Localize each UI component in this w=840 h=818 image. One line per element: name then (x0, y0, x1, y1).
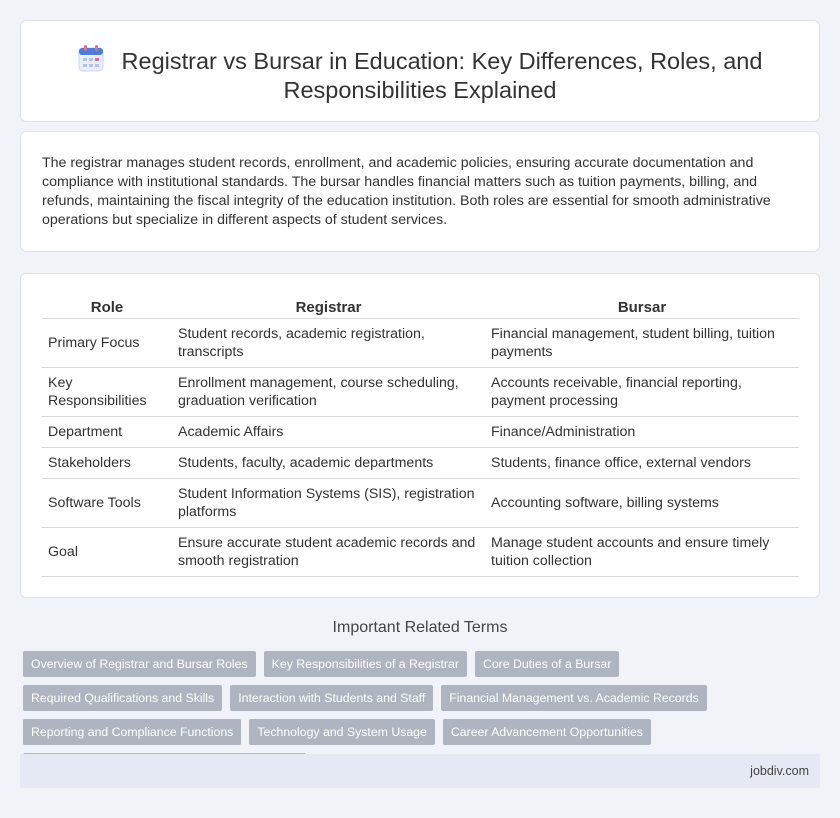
comparison-table-card (20, 273, 820, 598)
table-header-row (42, 294, 799, 319)
header-role: Role (42, 294, 172, 319)
cell-bursar: Accounts receivable, financial reporting, payment processing (485, 368, 799, 417)
cell-role: Goal (42, 528, 172, 577)
related-terms-title: Important Related Terms (332, 619, 508, 636)
cell-bursar: Finance/Administration (485, 417, 799, 448)
related-term-tag[interactable]: Reporting and Compliance Functions (23, 719, 241, 745)
comparison-table (42, 294, 799, 577)
related-term-tag[interactable]: Key Responsibilities of a Registrar (264, 651, 467, 677)
related-term-tag[interactable]: Core Duties of a Bursar (475, 651, 620, 677)
table-row (42, 319, 799, 368)
cell-registrar: Student records, academic registration, transcripts (172, 319, 485, 368)
cell-registrar: Ensure accurate student academic records and smooth registration (172, 528, 485, 577)
table-row (42, 368, 799, 417)
title-card (20, 20, 820, 122)
related-term-tag[interactable]: Financial Management vs. Academic Records (441, 685, 706, 711)
table-row (42, 448, 799, 479)
related-term-tag[interactable]: Technology and System Usage (249, 719, 435, 745)
header-bursar: Bursar (485, 294, 799, 319)
cell-role: Primary Focus (42, 319, 172, 368)
cell-role: Software Tools (42, 479, 172, 528)
cell-bursar: Accounting software, billing systems (485, 479, 799, 528)
cell-role: Department (42, 417, 172, 448)
related-term-tag[interactable]: Required Qualifications and Skills (23, 685, 222, 711)
page-title-wrap (21, 44, 819, 105)
table-row (42, 417, 799, 448)
cell-registrar: Academic Affairs (172, 417, 485, 448)
cell-role: Stakeholders (42, 448, 172, 479)
table-row (42, 528, 799, 577)
page-title: Registrar vs Bursar in Education: Key Differences, Roles, and Responsibilities Explained (121, 48, 763, 103)
cell-registrar: Students, faculty, academic departments (172, 448, 485, 479)
footer-site-link[interactable]: jobdiv.com (750, 764, 809, 778)
related-term-tag[interactable]: Overview of Registrar and Bursar Roles (23, 651, 256, 677)
table-row (42, 479, 799, 528)
intro-paragraph: The registrar manages student records, enrollment, and academic policies, ensuring accurate documentation and compliance with institutional standards. The bursar handles financial matters such as tuition payments, billing, and refunds, maintaining the fiscal integrity of the education institution. Both roles are essential for smooth administrative operations but specialize in different aspects of student services. (42, 155, 771, 228)
footer (20, 754, 820, 788)
cell-bursar: Manage student accounts and ensure timely tuition collection (485, 528, 799, 577)
cell-bursar: Financial management, student billing, tuition payments (485, 319, 799, 368)
cell-registrar: Enrollment management, course scheduling, graduation verification (172, 368, 485, 417)
header-registrar: Registrar (172, 294, 485, 319)
cell-role: Key Responsibilities (42, 368, 172, 417)
cell-registrar: Student Information Systems (SIS), registration platforms (172, 479, 485, 528)
related-term-tag[interactable]: Interaction with Students and Staff (230, 685, 433, 711)
cell-bursar: Students, finance office, external vendors (485, 448, 799, 479)
related-term-tag[interactable]: Career Advancement Opportunities (443, 719, 651, 745)
intro-card (20, 131, 820, 252)
calendar-icon (78, 44, 104, 72)
